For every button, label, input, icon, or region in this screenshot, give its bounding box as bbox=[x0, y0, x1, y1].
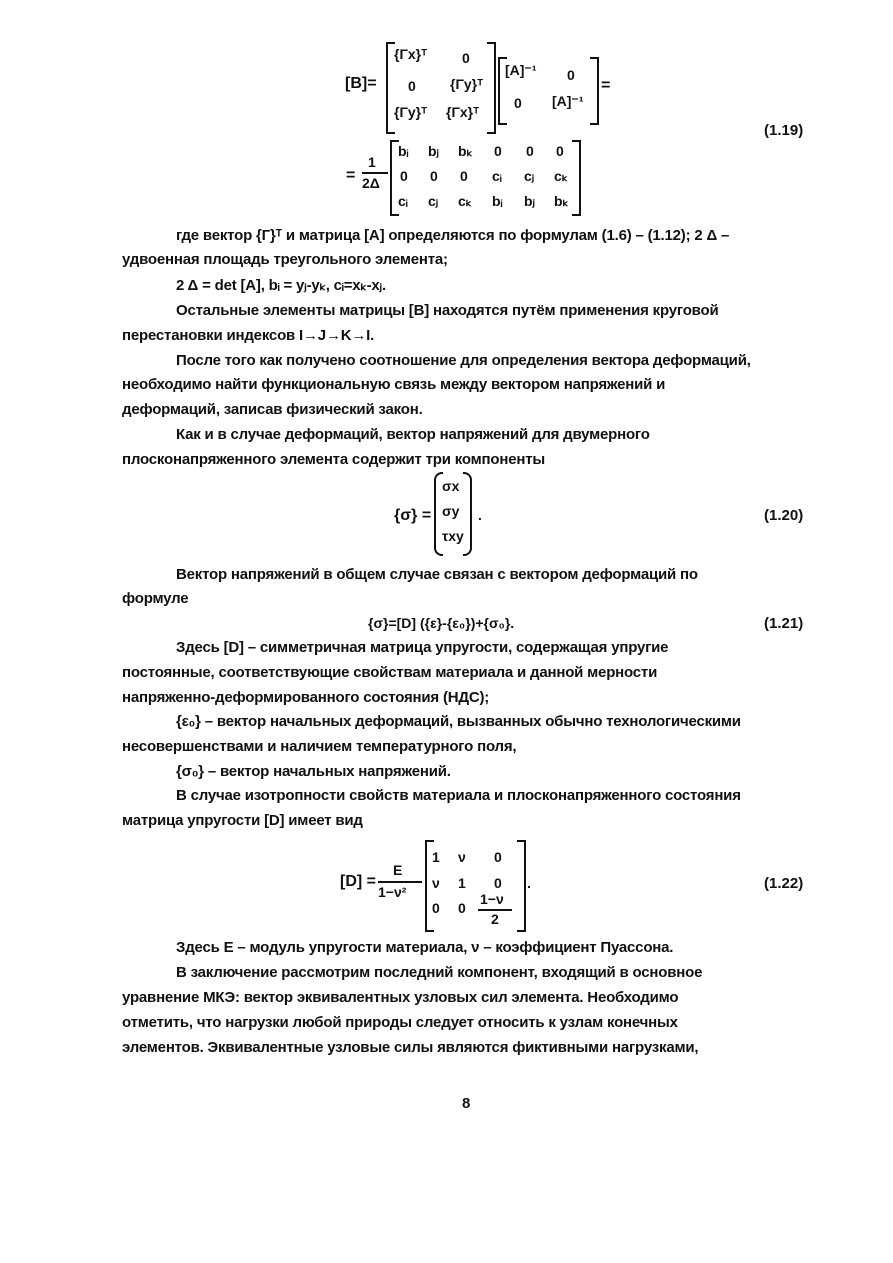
eq119-m3-cell: cᵢ bbox=[398, 193, 408, 209]
eq119-m2-cell: 0 bbox=[567, 67, 575, 83]
eq119-m2-cell: [A]⁻¹ bbox=[552, 93, 584, 109]
text-line: В случае изотропности свойств материала и плосконапряженного состояния bbox=[176, 787, 741, 804]
page-number: 8 bbox=[462, 1095, 471, 1112]
text-line: Здесь E – модуль упругости материала, ν – коэффициент Пуассона. bbox=[176, 939, 674, 956]
eq119-m3-cell: bᵢ bbox=[398, 143, 409, 159]
text-line: необходимо найти функциональную связь между вектором напряжений и bbox=[122, 376, 666, 393]
text-line: где вектор {Г}ᵀ и матрица [А] определяются по формулам (1.6) – (1.12); 2 Δ – bbox=[176, 227, 730, 244]
eq119-m1-cell: 0 bbox=[462, 50, 470, 66]
eq119-m3-cell: cₖ bbox=[554, 168, 568, 184]
text-line: Остальные элементы матрицы [B] находятся путём применения круговой bbox=[176, 302, 719, 319]
eq120-lhs: {σ} = bbox=[394, 507, 432, 524]
text-line: Вектор напряжений в общем случае связан с вектором деформаций по bbox=[176, 566, 698, 583]
eq119-m2-bracket-right bbox=[590, 57, 599, 125]
eq122-cell: 1 bbox=[458, 875, 466, 891]
eq119-m1-cell: 0 bbox=[408, 78, 416, 94]
text-line: {ε₀} – вектор начальных деформаций, вызванных обычно технологическими bbox=[176, 713, 741, 730]
eq119-prefix: = bbox=[346, 167, 356, 184]
eq119-m1-cell: {Γy}ᵀ bbox=[394, 104, 428, 120]
eq119-frac-den: 2Δ bbox=[362, 175, 380, 191]
text-line: деформаций, записав физический закон. bbox=[122, 401, 423, 418]
eq119-m1-cell: {Γx}ᵀ bbox=[446, 104, 480, 120]
text-line: перестановки индексов I→J→K→I. bbox=[122, 327, 375, 344]
text-line: плосконапряженного элемента содержит три компоненты bbox=[122, 451, 545, 468]
eq120-brace-right bbox=[463, 472, 472, 556]
text-line: В заключение рассмотрим последний компонент, входящий в основное bbox=[176, 964, 703, 981]
text-line: несовершенствами и наличием температурного поля, bbox=[122, 738, 517, 755]
eq119-m2-cell: [A]⁻¹ bbox=[505, 62, 537, 78]
eq122-cell: 0 bbox=[494, 875, 502, 891]
text-line: матрица упругости [D] имеет вид bbox=[122, 812, 363, 829]
eq122-bracket-right bbox=[517, 840, 526, 932]
eq122-cell: ν bbox=[432, 875, 440, 891]
eq119-m3-bracket-right bbox=[572, 140, 581, 216]
eq119-m3-cell: bⱼ bbox=[524, 193, 535, 209]
eq122-last-den: 2 bbox=[491, 911, 499, 927]
text-line: После того как получено соотношение для определения вектора деформаций, bbox=[176, 352, 751, 369]
eq122-cell: 0 bbox=[458, 900, 466, 916]
eq119-equals: = bbox=[601, 77, 611, 94]
eq120-dot: . bbox=[478, 507, 482, 523]
text-line: Как и в случае деформаций, вектор напряжений для двумерного bbox=[176, 426, 650, 443]
eq119-m3-cell: bₖ bbox=[458, 143, 473, 159]
eq119-m3-cell: bᵢ bbox=[492, 193, 503, 209]
eq119-m3-cell: 0 bbox=[526, 143, 534, 159]
eq119-m3-cell: cᵢ bbox=[492, 168, 502, 184]
eq122-dot: . bbox=[527, 875, 531, 891]
eq122-lhs: [D] = bbox=[340, 873, 376, 890]
eq119-m3-cell: 0 bbox=[460, 168, 468, 184]
eq119-m3-cell: bⱼ bbox=[428, 143, 439, 159]
equation-number: (1.22) bbox=[764, 875, 804, 892]
equation-number: (1.20) bbox=[764, 507, 804, 524]
eq122-cell: 1 bbox=[432, 849, 440, 865]
eq120-component: τxy bbox=[442, 528, 464, 544]
eq122-cell: 0 bbox=[432, 900, 440, 916]
eq122-fraction-bar bbox=[378, 881, 422, 883]
text-line: удвоенная площадь треугольного элемента; bbox=[122, 251, 448, 268]
text-line: отметить, что нагрузки любой природы следует относить к узлам конечных bbox=[122, 1014, 678, 1031]
eq119-m3-cell: bₖ bbox=[554, 193, 569, 209]
text-line: постоянные, соответствующие свойствам материала и данной мерности bbox=[122, 664, 658, 681]
eq119-m1-bracket-right bbox=[487, 42, 496, 134]
eq119-lhs: [B]= bbox=[345, 75, 377, 92]
equation-number: (1.19) bbox=[764, 122, 804, 139]
eq119-m3-cell: 0 bbox=[430, 168, 438, 184]
text-line: {σ₀} – вектор начальных напряжений. bbox=[176, 763, 451, 780]
eq119-m3-cell: 0 bbox=[400, 168, 408, 184]
eq122-cell: ν bbox=[458, 849, 466, 865]
eq119-m2-cell: 0 bbox=[514, 95, 522, 111]
eq119-m1-cell: {Γx}ᵀ bbox=[394, 46, 428, 62]
eq122-frac-den: 1−ν² bbox=[378, 884, 407, 900]
eq119-m3-cell: cⱼ bbox=[524, 168, 535, 184]
eq120-component: σy bbox=[442, 503, 460, 519]
eq122-cell: 0 bbox=[494, 849, 502, 865]
eq121-formula: {σ}=[D] ({ε}-{ε₀})+{σ₀}. bbox=[368, 615, 515, 631]
eq119-m3-cell: 0 bbox=[494, 143, 502, 159]
equation-number: (1.21) bbox=[764, 615, 804, 632]
text-line: уравнение МКЭ: вектор эквивалентных узловых сил элемента. Необходимо bbox=[122, 989, 679, 1006]
text-line: формуле bbox=[122, 590, 189, 607]
eq122-last-num: 1−ν bbox=[480, 891, 504, 907]
text-line: Здесь [D] – симметричная матрица упругости, содержащая упругие bbox=[176, 639, 669, 656]
eq119-m3-cell: cⱼ bbox=[428, 193, 439, 209]
eq120-component: σx bbox=[442, 478, 460, 494]
eq122-frac-num: E bbox=[393, 862, 403, 878]
text-line: 2 Δ = det [A], bᵢ = yⱼ-yₖ, cᵢ=xₖ-xⱼ. bbox=[176, 277, 386, 294]
eq119-m3-cell: 0 bbox=[556, 143, 564, 159]
text-line: напряженно-деформированного состояния (НДС); bbox=[122, 689, 490, 706]
eq119-m1-cell: {Γy}ᵀ bbox=[450, 76, 484, 92]
eq119-fraction-bar bbox=[362, 172, 388, 174]
text-line: элементов. Эквивалентные узловые силы являются фиктивными нагрузками, bbox=[122, 1039, 699, 1056]
eq119-m3-cell: cₖ bbox=[458, 193, 472, 209]
eq119-frac-num: 1 bbox=[368, 154, 376, 170]
